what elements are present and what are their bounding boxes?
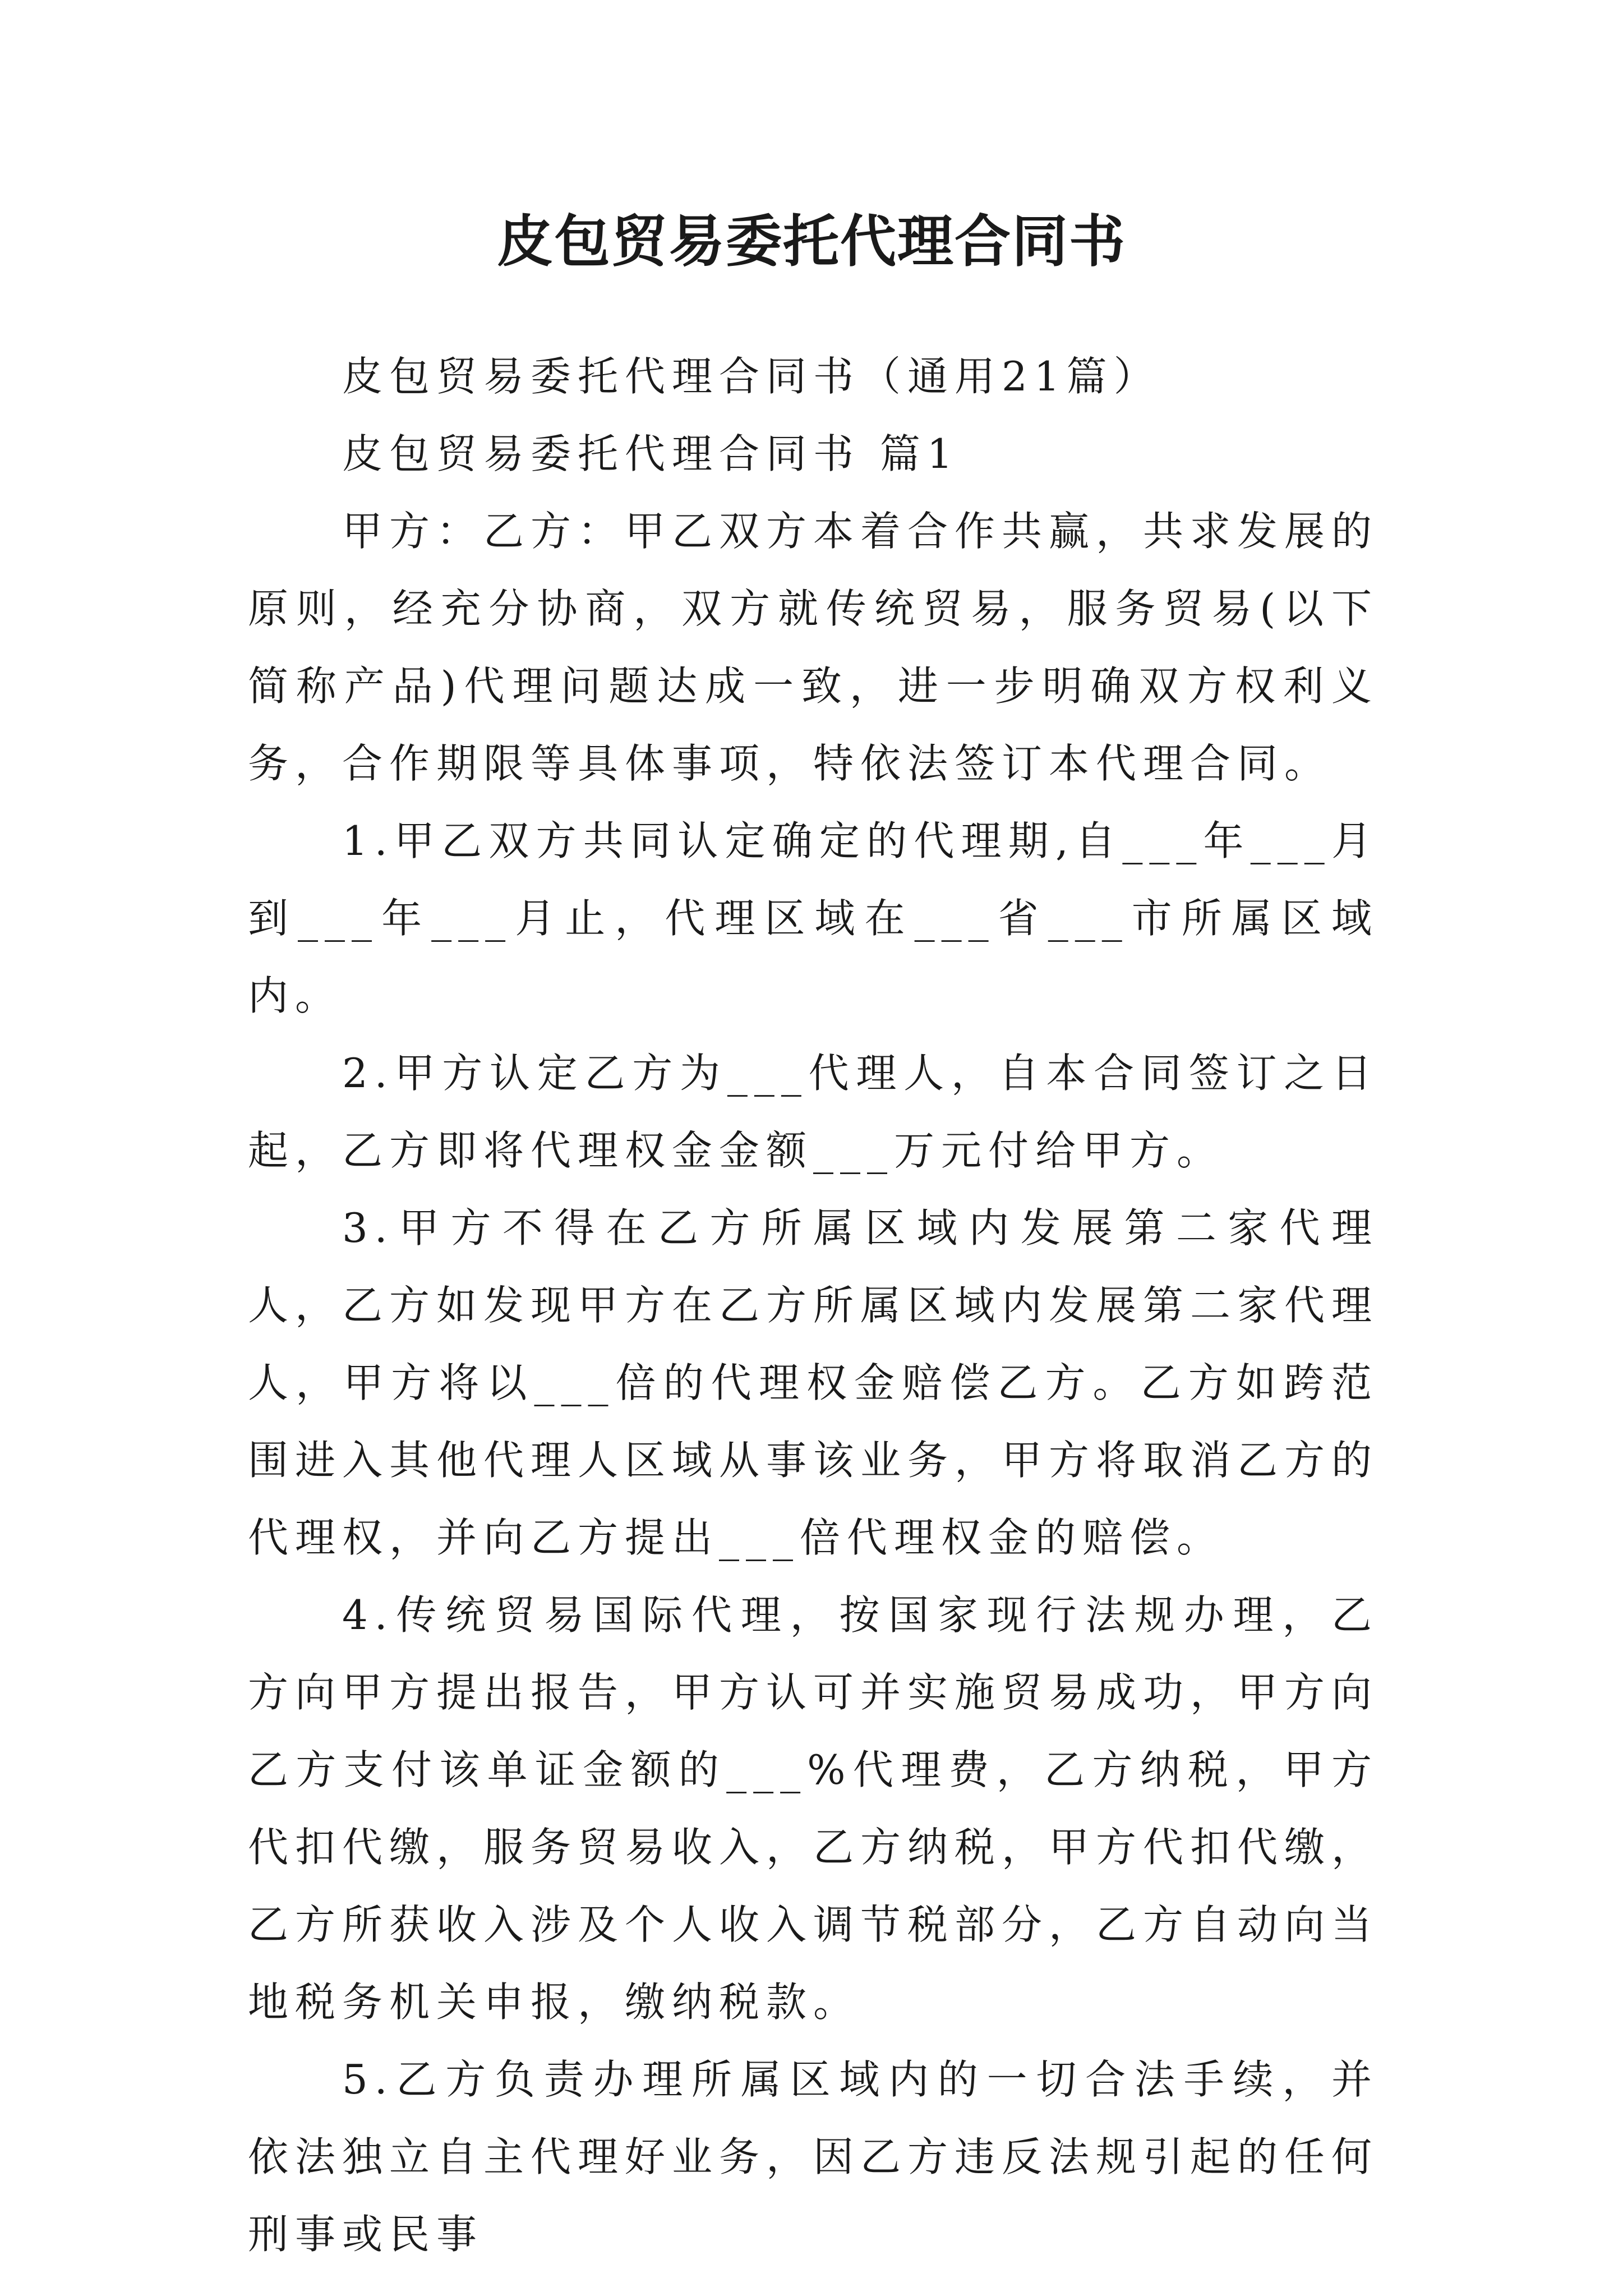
paragraph-clause-5: 5.乙方负责办理所属区域内的一切合法手续，并依法独立自主代理好业务，因乙方违反法规引起的任何刑事或民事 [248,2056,1379,2258]
paragraph-intro: 甲方：乙方：甲乙双方本着合作共赢，共求发展的原则，经充分协商，双方就传统贸易，服务贸易(以下简称产品)代理问题达成一致，进一步明确双方权利义务，合作期限等具体事项，特依法签订本代理合同。 [248,508,1379,787]
paragraph-clause-3: 3.甲方不得在乙方所属区域内发展第二家代理人，乙方如发现甲方在乙方所属区域内发展第二家代理人，甲方将以___倍的代理权金赔偿乙方。乙方如跨范围进入其他代理人区域从事该业务，甲方将取消乙方的代理权，并向乙方提出___倍代理权金的赔偿。 [248,1204,1379,1561]
section-heading: 皮包贸易委托代理合同书 篇1 [342,430,960,477]
paragraph-clause-1: 1.甲乙双方共同认定确定的代理期,自___年___月到___年___月止，代理区域在___省___市所属区域内。 [248,817,1378,1019]
document-title: 皮包贸易委托代理合同书 [497,208,1126,274]
paragraph-clause-4: 4.传统贸易国际代理，按国家现行法规办理，乙方向甲方提出报告，甲方认可并实施贸易成功，甲方向乙方支付该单证金额的___%代理费，乙方纳税，甲方代扣代缴，服务贸易收入，乙方纳税，甲方代扣代缴，乙方所获收入涉及个人收入调节税部分，乙方自动向当地税务机关申报，缴纳税款。 [248,1591,1379,2026]
document-subtitle: 皮包贸易委托代理合同书（通用21篇） [342,353,1161,400]
document-body [248,338,1378,2273]
paragraph-clause-2: 2.甲方认定乙方为___代理人，自本合同签订之日起，乙方即将代理权金金额___万元付给甲方。 [248,1050,1378,1174]
